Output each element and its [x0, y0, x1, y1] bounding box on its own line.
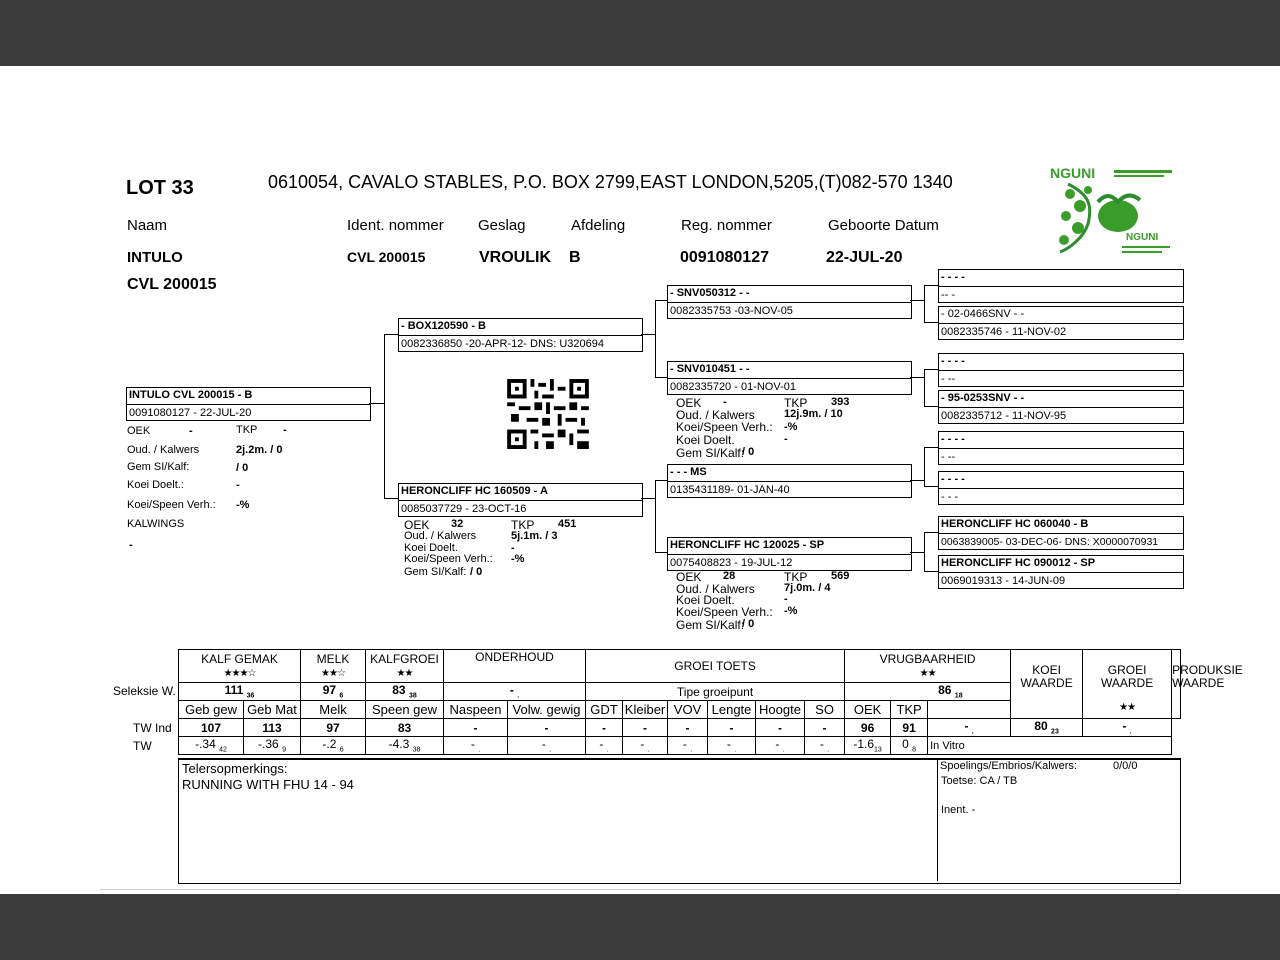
sd-koei-label: Koei Doelt.	[676, 433, 735, 447]
h3-melk: Melk	[301, 701, 366, 719]
h3-oek: OEK	[845, 701, 891, 719]
sel-melk: 97 $_6$	[301, 683, 366, 701]
h3-vov: VOV	[668, 701, 708, 719]
tw-cell: 0 $_8$	[891, 737, 928, 755]
h3-volw-gewig: Volw. gewig	[508, 701, 586, 719]
remarks-text: RUNNING WITH FHU 14 - 94	[182, 777, 354, 792]
dam-box	[398, 483, 643, 517]
h3-geb-mat: Geb Mat	[244, 701, 301, 719]
ss-name: - SNV050312 - -	[670, 287, 750, 299]
spoelings-value: 0/0/0	[1113, 760, 1138, 772]
header-row-1	[179, 650, 1181, 683]
ggp-2-detail: 0082335746 - 11-NOV-02	[941, 326, 1067, 338]
col-geslag: Geslag	[478, 217, 526, 234]
groei-waarde-label: GROEI WAARDE	[1100, 663, 1154, 690]
dam-oud-label: Oud. / Kalwers	[404, 530, 477, 542]
animal-name: INTULO	[127, 249, 183, 266]
ggp-box-6	[938, 471, 1184, 505]
kalf-gemak-stars: ★★★☆	[223, 667, 256, 679]
melk-label: MELK	[316, 651, 350, 666]
ggp-6-name: - - - -	[941, 473, 965, 485]
subject-box	[126, 387, 371, 421]
sd-tkp-value: 393	[831, 396, 850, 408]
h3-hoogte: Hoogte	[756, 701, 805, 719]
subject-detail: 0091080127 - 22-JUL-20	[129, 407, 252, 419]
ds-detail: 0135431189- 01-JAN-40	[670, 484, 790, 496]
toetse: Toetse: CA / TB	[941, 775, 1018, 787]
ggp-box-5	[938, 431, 1184, 465]
dd-oud-label: Oud. / Kalwers	[676, 582, 755, 596]
col-naam: Naam	[127, 217, 168, 234]
subject-verh-label: Koei/Speen Verh.:	[127, 499, 216, 511]
kalf-gemak-header	[179, 650, 301, 683]
h3-naspeen: Naspeen	[444, 701, 508, 719]
animal-afdeling: B	[569, 249, 581, 266]
h3-speen-gew: Speen gew	[366, 701, 444, 719]
twind-cell: 107	[179, 719, 244, 737]
dam-name: HERONCLIFF HC 160509 - A	[401, 485, 548, 497]
ggp-7-name: HERONCLIFF HC 060040 - B	[941, 518, 1089, 530]
animal-reg: 0091080127	[680, 249, 769, 266]
twind-cell: 96	[845, 719, 891, 737]
kalwings-label: KALWINGS	[127, 518, 185, 530]
bottom-rule	[100, 889, 1180, 890]
ggp-5-detail: - --	[941, 451, 956, 463]
tw-cell: - $_.$	[623, 737, 668, 755]
ggp-box-1	[938, 269, 1184, 303]
twind-cell: -	[756, 719, 805, 737]
dd-detail: 0075408823 - 19-JUL-12	[670, 557, 793, 569]
tw-cell: -4.3 $_{38}$	[366, 737, 444, 755]
ggp-box-3	[938, 353, 1184, 387]
dd-tkp-value: 569	[831, 570, 850, 582]
ggp-box-7	[938, 516, 1184, 550]
dam-tkp-value: 451	[558, 518, 577, 530]
remarks-section	[178, 758, 1181, 884]
onderhoud-header: ONDERHOUD	[444, 650, 586, 683]
twind-cell: -	[668, 719, 708, 737]
subject-oud-value: 2j.2m. / 0	[236, 444, 283, 456]
ggp-4-detail: 0082335712 - 11-NOV-95	[941, 410, 1067, 422]
ggp-8-detail: 0069019313 - 14-JUN-09	[941, 575, 1066, 587]
dam-koei-value: -	[511, 542, 515, 554]
subject-oek-label: OEK	[127, 425, 151, 437]
sd-name: - SNV010451 - -	[670, 363, 750, 375]
ggp-5-name: - - - -	[941, 433, 965, 445]
tw-cell: - $_.$	[756, 737, 805, 755]
sd-oek-value: -	[723, 396, 727, 408]
animal-geslag: VROULIK	[479, 249, 551, 266]
dam-gem-value: / 0	[470, 566, 483, 578]
subject-title: INTULO CVL 200015 - B	[129, 389, 253, 401]
dd-verh-label: Koei/Speen Verh.:	[676, 605, 773, 619]
logo-subtext: NGUNI	[1126, 232, 1159, 243]
dam-oud-value: 5j.1m. / 3	[511, 530, 558, 542]
animal-ident: CVL 200015	[347, 249, 426, 265]
dd-oek-value: 28	[723, 570, 736, 582]
ggp-box-4	[938, 390, 1184, 424]
dd-verh-value: -%	[784, 605, 798, 617]
ss-box	[667, 285, 912, 319]
animal-dob: 22-JUL-20	[826, 249, 903, 266]
ggp-2-name: - 02-0466SNV - -	[941, 308, 1025, 320]
groei-waarde-stars: ★★	[1119, 702, 1136, 713]
tw-cell: -.36 $_9$	[244, 737, 301, 755]
tw-cell: - $_.$	[668, 737, 708, 755]
performance-table	[178, 649, 1243, 755]
h3-gdt: GDT	[586, 701, 623, 719]
h3-kleiber: Kleiber	[623, 701, 668, 719]
sd-koei-value: -	[784, 433, 788, 445]
dam-tkp-label: TKP	[511, 518, 535, 532]
sd-tkp-label: TKP	[784, 396, 808, 410]
twind-cell: 97	[301, 719, 366, 737]
vrug-stars: ★★	[919, 667, 936, 679]
dam-oek-label: OEK	[404, 518, 430, 532]
ds-name: - - - MS	[670, 466, 707, 478]
ggp-1-detail: -- -	[941, 289, 956, 301]
top-bar	[0, 0, 1280, 66]
bottom-bar	[0, 894, 1280, 960]
dd-oud-value: 7j.0m. / 4	[784, 582, 831, 594]
groei-toets-header: GROEI TOETS	[586, 650, 845, 683]
koei-waarde-header: KOEI WAARDE	[1011, 650, 1083, 719]
twind-prod: - $_.$	[1083, 719, 1172, 737]
tw-row	[179, 737, 1181, 755]
ggp-8-name: HERONCLIFF HC 090012 - SP	[941, 557, 1096, 569]
ggp-box-2	[938, 306, 1184, 340]
h3-geb-gew: Geb gew	[179, 701, 244, 719]
remarks-label: Telersopmerkings:	[182, 761, 288, 776]
col-reg: Reg. nommer	[681, 217, 772, 234]
subject-tkp-label: TKP	[236, 424, 258, 436]
kalwings-value: -	[129, 539, 133, 551]
twind-cell: -	[805, 719, 845, 737]
subject-koei-label: Koei Doelt.:	[127, 479, 184, 491]
dam-verh-label: Koei/Speen Verh.:	[404, 553, 493, 565]
h3-tkp: TKP	[891, 701, 928, 719]
tw-cell: -.34 $_{42}$	[179, 737, 244, 755]
sire-name: - BOX120590 - B	[401, 320, 486, 332]
sire-detail: 0082336850 -20-APR-12- DNS: U320694	[401, 338, 605, 350]
dam-gem-label: Gem SI/Kalf:	[404, 566, 467, 578]
subject-verh-value: -%	[236, 499, 250, 511]
logo-text: NGUNI	[1050, 165, 1096, 181]
dd-tkp-label: TKP	[784, 570, 808, 584]
tw-cell: - $_.$	[508, 737, 586, 755]
sel-kalfgroei: 83 $_{38}$	[366, 683, 444, 701]
dd-oek-label: OEK	[676, 570, 702, 584]
dd-gem-label: Gem SI/Kalf:	[676, 618, 745, 632]
ggp-1-name: - - - -	[941, 271, 965, 283]
twind-cell: -	[623, 719, 668, 737]
tw-cell: - $_.$	[805, 737, 845, 755]
kalf-gemak-label: KALF GEMAK	[201, 651, 278, 666]
vrugbaarheid-header	[845, 650, 1011, 683]
ggp-3-detail: - --	[941, 373, 956, 385]
subject-koei-value: -	[236, 479, 240, 491]
dam-verh-value: -%	[511, 553, 525, 565]
kalfgroei-stars: ★★	[396, 667, 413, 679]
ds-box	[667, 464, 912, 498]
sd-verh-value: -%	[784, 421, 798, 433]
groei-waarde-header	[1083, 650, 1172, 719]
ggp-3-name: - - - -	[941, 355, 965, 367]
tw-cell: - $_.$	[444, 737, 508, 755]
kalfgroei-label: KALFGROEI	[370, 651, 439, 666]
dam-detail: 0085037729 - 23-OCT-16	[401, 503, 527, 515]
twind-cell: -	[508, 719, 586, 737]
sel-kalf: 111 $_{36}$	[179, 683, 301, 701]
twind-cell: -	[444, 719, 508, 737]
twind-row	[179, 719, 1181, 737]
twind-cell: 83	[366, 719, 444, 737]
twind-cell: -	[586, 719, 623, 737]
col-ident: Ident. nommer	[347, 217, 444, 234]
ggp-6-detail: - - -	[941, 491, 959, 503]
subject-tkp-value: -	[283, 424, 287, 436]
seleksie-label: Seleksie W.	[113, 684, 176, 698]
twind-label: TW Ind	[133, 721, 172, 735]
tw-cell: $-1.6_{13}$	[845, 737, 891, 755]
h3-so: SO	[805, 701, 845, 719]
dd-koei-label: Koei Doelt.	[676, 593, 735, 607]
tw-cell: -.2 $_6$	[301, 737, 366, 755]
melk-header	[301, 650, 366, 683]
sel-vrug: 86 $_{18}$	[891, 683, 1011, 701]
ggp-4-name: - 95-0253SNV - -	[941, 392, 1025, 404]
sel-tipe: Tipe groeipunt	[586, 683, 845, 701]
dam-oek-value: 32	[451, 518, 464, 530]
h3-lengte: Lengte	[708, 701, 756, 719]
dam-koei-label: Koei Doelt.	[404, 542, 458, 554]
subject-oek-value: -	[189, 425, 193, 437]
kalfgroei-header	[366, 650, 444, 683]
sd-oud-value: 12j.9m. / 10	[784, 408, 843, 420]
ggp-box-8	[938, 555, 1184, 589]
spoelings-label: Spoelings/Embrios/Kalwers:	[940, 760, 1077, 772]
sd-box	[667, 361, 912, 395]
sel-onderhoud: - $_.$	[444, 683, 586, 701]
dd-koei-value: -	[784, 593, 788, 605]
twind-cell: 91	[891, 719, 928, 737]
sd-gem-label: Gem SI/Kalf:	[676, 446, 745, 460]
tw-cell: - $_.$	[708, 737, 756, 755]
subject-gem-value: / 0	[236, 462, 249, 474]
qr-code	[507, 379, 589, 449]
sd-detail: 0082335720 - 01-NOV-01	[670, 381, 796, 393]
in-vitro: In Vitro	[928, 737, 1172, 755]
twind-cell: -	[708, 719, 756, 737]
inent: Inent. -	[941, 804, 976, 816]
lot-number: LOT 33	[126, 177, 194, 199]
sd-gem-value: / 0	[742, 446, 755, 458]
sire-box	[398, 318, 643, 352]
twind-koei: - $_.$	[928, 719, 1011, 737]
col-geboorte: Geboorte Datum	[828, 217, 939, 234]
tw-label: TW	[133, 739, 152, 753]
twind-groei: 80 $_{23}$	[1011, 719, 1083, 737]
ggp-7-detail: 0063839005- 03-DEC-06- DNS: X0000070931	[941, 536, 1159, 548]
ss-detail: 0082335753 -03-NOV-05	[670, 305, 793, 317]
dd-gem-value: / 0	[742, 618, 755, 630]
sd-verh-label: Koei/Speen Verh.:	[676, 420, 773, 434]
subject-oud-label: Oud. / Kalwers	[127, 444, 200, 456]
subject-gem-label: Gem SI/Kalf:	[127, 461, 190, 473]
tw-cell: - $_.$	[586, 737, 623, 755]
owner-info: 0610054, CAVALO STABLES, P.O. BOX 2799,EAST LONDON,5205,(T)082-570 1340	[268, 172, 953, 192]
twind-cell: 113	[244, 719, 301, 737]
sd-oek-label: OEK	[676, 396, 702, 410]
dd-name: HERONCLIFF HC 120025 - SP	[670, 539, 825, 551]
melk-stars: ★★☆	[321, 667, 345, 679]
col-afdeling: Afdeling	[571, 217, 626, 234]
vrug-label: VRUGBAARHEID	[879, 651, 976, 666]
sd-oud-label: Oud. / Kalwers	[676, 408, 755, 422]
nguni-logo	[1048, 164, 1176, 260]
animal-code: CVL 200015	[127, 276, 217, 293]
produksie-waarde-header: PRODUKSIE WAARDE	[1172, 650, 1181, 719]
dd-box	[667, 537, 912, 571]
